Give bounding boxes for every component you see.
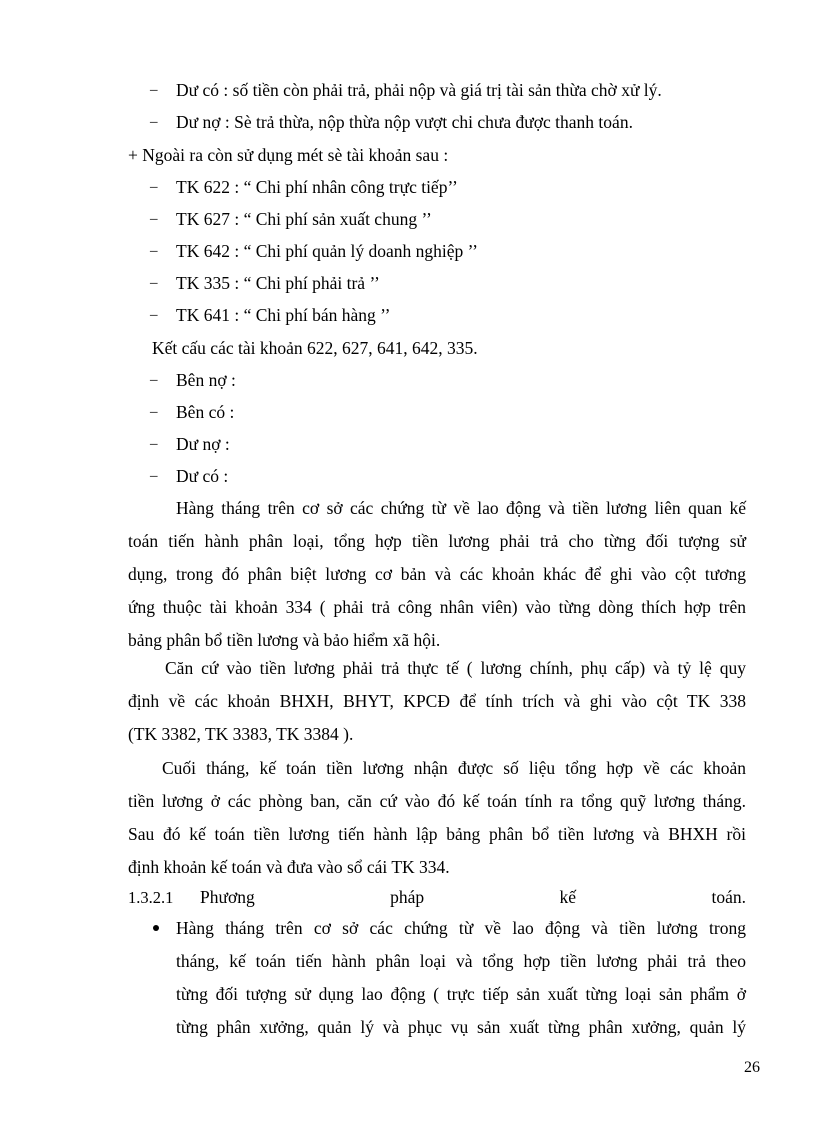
paragraph-line: định về các khoản BHXH, BHYT, KPCĐ để tính trích và ghi vào cột TK 338 [128, 691, 746, 711]
paragraph-line: Căn cứ vào tiền lương phải trả thực tế ( lương chính, phụ cấp) và tỷ lệ quy [165, 658, 746, 678]
heading-word: Phương [200, 887, 255, 907]
paragraph-line: Hàng tháng trên cơ sở các chứng từ về lao động và tiền lương liên quan kế [176, 498, 746, 518]
heading-word: toán. [711, 887, 746, 907]
dash-marker: – [150, 436, 158, 452]
heading-word: pháp [390, 887, 425, 907]
paragraph-line: tiền lương ở các phòng ban, căn cứ vào đó kế toán tính ra tổng quỹ lương tháng. [128, 791, 746, 811]
section-number: 1.3.2.1 [128, 888, 174, 907]
account-item: TK 622 : “ Chi phí nhân công trực tiếp’’ [176, 177, 458, 197]
paragraph-line: toán tiến hành phân loại, tổng hợp tiền lương phải trả cho từng đối tượng sử [128, 531, 746, 551]
dash-marker: – [150, 211, 158, 227]
bullet-paragraph-line: tháng, kế toán tiến hành phân loại và tổng hợp tiền lương phải trả theo [176, 951, 746, 971]
bullet-paragraph-line: từng phân xưởng, quản lý và phục vụ sản xuất từng phân xưởng, quản lý [176, 1017, 746, 1037]
structure-item: Bên nợ : [176, 370, 236, 390]
account-item: TK 642 : “ Chi phí quản lý doanh nghiệp ’’ [176, 241, 478, 261]
account-item: TK 627 : “ Chi phí sản xuất chung ’’ [176, 209, 432, 229]
heading-word: kế [559, 887, 577, 907]
dash-marker: – [150, 404, 158, 420]
account-item: TK 335 : “ Chi phí phải trả ’’ [176, 273, 380, 293]
dash-marker: – [150, 307, 158, 323]
intro-line: + Ngoài ra còn sử dụng mét sè tài khoản sau : [128, 145, 449, 165]
list-item: Dư nợ : Sè trả thừa, nộp thừa nộp vượt chi chưa được thanh toán. [176, 112, 633, 132]
paragraph-line: Cuối tháng, kế toán tiền lương nhận được số liệu tổng hợp về các khoản [162, 758, 746, 778]
structure-line: Kết cấu các tài khoản 622, 627, 641, 642, 335. [152, 338, 478, 358]
paragraph-line: (TK 3382, TK 3383, TK 3384 ). [128, 724, 354, 744]
bullet-paragraph-line: Hàng tháng trên cơ sở các chứng từ về lao động và tiền lương trong [176, 918, 746, 938]
dash-marker: – [150, 468, 158, 484]
list-item: Dư có : số tiền còn phải trả, phải nộp và giá trị tài sản thừa chờ xử lý. [176, 80, 662, 100]
structure-item: Dư có : [176, 466, 229, 486]
bullet-paragraph-line: từng đối tượng sử dụng lao động ( trực tiếp sản xuất từng loại sản phẩm ở [176, 984, 746, 1004]
dash-marker: – [150, 179, 158, 195]
bullet-icon [153, 925, 159, 931]
dash-marker: – [150, 372, 158, 388]
dash-marker: – [150, 82, 158, 98]
structure-item: Bên có : [176, 402, 235, 422]
paragraph-line: Sau đó kế toán tiền lương tiến hành lập bảng phân bổ tiền lương và BHXH rồi [128, 824, 746, 844]
dash-marker: – [150, 114, 158, 130]
dash-marker: – [150, 275, 158, 291]
paragraph-line: bảng phân bổ tiền lương và bảo hiểm xã hội. [128, 630, 441, 650]
dash-marker: – [150, 243, 158, 259]
section-heading [200, 885, 746, 909]
structure-item: Dư nợ : [176, 434, 230, 454]
page-number: 26 [744, 1059, 760, 1076]
paragraph-line: định khoản kế toán và đưa vào sổ cái TK 334. [128, 857, 450, 877]
paragraph-line: ứng thuộc tài khoản 334 ( phải trả công nhân viên) vào từng dòng thích hợp trên [128, 597, 746, 617]
account-item: TK 641 : “ Chi phí bán hàng ’’ [176, 305, 391, 325]
paragraph-line: dụng, trong đó phân biệt lương cơ bản và các khoản khác để ghi vào cột tương [128, 564, 746, 584]
